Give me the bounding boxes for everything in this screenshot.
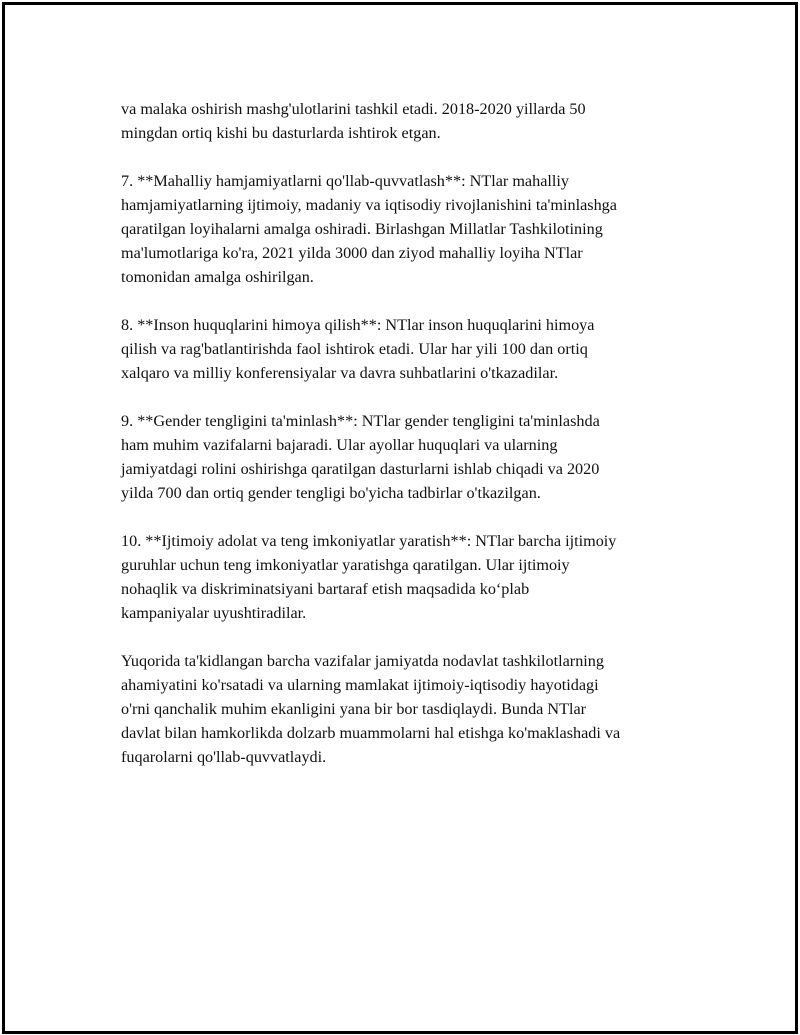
paragraph-conclusion: [121, 649, 701, 769]
text-line: qaratilgan loyihalarni amalga oshiradi. Birlashgan Millatlar Tashkilotining: [121, 220, 603, 238]
paragraph-item-8: [121, 313, 701, 385]
text-line: qilish va rag'batlantirishda faol ishtirok etadi. Ular har yili 100 dan ortiq: [121, 340, 588, 358]
text-line: yilda 700 dan ortiq gender tengligi bo'yicha tadbirlar o'tkazilgan.: [121, 484, 541, 502]
text-line: nohaqlik va diskriminatsiyani bartaraf etish maqsadida ko‘plab: [121, 580, 530, 598]
paragraph-item-7: [121, 169, 701, 289]
paragraph-item-10: [121, 529, 701, 625]
text-line: Yuqorida ta'kidlangan barcha vazifalar jamiyatda nodavlat tashkilotlarning: [121, 652, 604, 670]
text-line: o'rni qanchalik muhim ekanligini yana bir bor tasdiqlaydi. Bunda NTlar: [121, 700, 587, 718]
text-line: jamiyatdagi rolini oshirishga qaratilgan dasturlarni ishlab chiqadi va 2020: [121, 460, 600, 478]
text-line: fuqarolarni qo'llab-quvvatlaydi.: [121, 748, 327, 766]
text-line: 10. **Ijtimoiy adolat va teng imkoniyatlar yaratish**: NTlar barcha ijtimoiy: [121, 532, 617, 550]
text-line: 7. **Mahalliy hamjamiyatlarni qo'llab-quvvatlash**: NTlar mahalliy: [121, 172, 569, 190]
text-line: mingdan ortiq kishi bu dasturlarda ishtirok etgan.: [121, 124, 441, 142]
paragraph-item-9: [121, 409, 701, 505]
page-frame: [2, 2, 798, 1034]
text-line: 9. **Gender tengligini ta'minlash**: NTlar gender tengligini ta'minlashda: [121, 412, 600, 430]
text-line: xalqaro va milliy konferensiyalar va davra suhbatlarini o'tkazadilar.: [121, 364, 559, 382]
text-line: kampaniyalar uyushtiradilar.: [121, 604, 307, 622]
text-line: guruhlar uchun teng imkoniyatlar yaratishga qaratilgan. Ular ijtimoiy: [121, 556, 570, 574]
text-line: va malaka oshirish mashg'ulotlarini tashkil etadi. 2018-2020 yillarda 50: [121, 100, 586, 118]
text-line: hamjamiyatlarning ijtimoiy, madaniy va iqtisodiy rivojlanishini ta'minlashga: [121, 196, 617, 214]
text-line: ahamiyatini ko'rsatadi va ularning mamlakat ijtimoiy-iqtisodiy hayotidagi: [121, 676, 599, 694]
text-line: tomonidan amalga oshirilgan.: [121, 268, 314, 286]
text-line: davlat bilan hamkorlikda dolzarb muammolarni hal etishga ko'maklashadi va: [121, 724, 621, 742]
text-line: ham muhim vazifalarni bajaradi. Ular ayollar huquqlari va ularning: [121, 436, 558, 454]
text-line: ma'lumotlariga ko'ra, 2021 yilda 3000 dan ziyod mahalliy loyiha NTlar: [121, 244, 583, 262]
text-line: 8. **Inson huquqlarini himoya qilish**: NTlar inson huquqlarini himoya: [121, 316, 595, 334]
paragraph-continuation: [121, 97, 701, 145]
document-body: [121, 97, 701, 793]
